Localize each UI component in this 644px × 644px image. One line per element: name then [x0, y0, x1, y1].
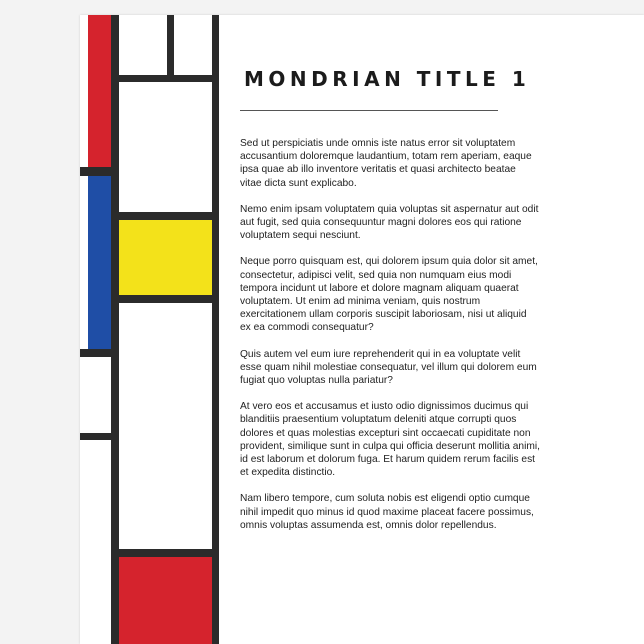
mondrian-line-horizontal-2 [80, 167, 119, 176]
paragraph: Nemo enim ipsam voluptatem quia voluptas sit aspernatur aut odit aut fugit, sed quia consequuntur magni dolores eos qui ratione voluptatem sequi nesciunt. [240, 203, 539, 242]
paragraph: Nam libero tempore, cum soluta nobis est eligendi optio cumque nihil impedit quo minus id quod maxime placeat facere possimus, omnis voluptas assumenda est, omnis dolor repellendus. [240, 493, 534, 531]
mondrian-line-horizontal-4 [119, 295, 212, 303]
flyer-page [80, 15, 644, 644]
paragraph: Quis autem vel eum iure reprehenderit qui in ea voluptate velit esse quam nihil molestiae consequatur, vel illum qui dolorem eum fugiat quo voluptas nulla pariatur? [240, 348, 537, 387]
mondrian-yellow-block [119, 220, 219, 295]
mondrian-line-horizontal-3 [119, 212, 212, 220]
mondrian-red-block-top [88, 15, 111, 167]
mondrian-line-horizontal-6 [80, 433, 119, 440]
body-text [240, 137, 540, 545]
document-title: MONDRIAN TITLE 1 [244, 67, 531, 91]
paragraph: Sed ut perspiciatis unde omnis iste natus error sit voluptatem accusantium doloremque laudantium, totam rem aperiam, eaque ipsa quae ab illo inventore veritatis et quasi architecto beatae vitae dicta sunt explicabo. [240, 138, 532, 189]
mondrian-line-horizontal-5 [80, 349, 119, 357]
paragraph: At vero eos et accusamus et iusto odio dignissimos ducimus qui blanditiis praesentium voluptatum deleniti atque corrupti quos dolores et quas molestias excepturi sint occaecati cupiditate non provident, similique sunt in culpa qui officia deserunt mollitia animi, id est laborum et dolorum fuga. Et harum quidem rerum facilis est et expedita distinctio. [240, 401, 540, 479]
mondrian-red-block-bottom [119, 557, 212, 644]
mondrian-line-horizontal-7 [119, 549, 212, 557]
mondrian-blue-block [88, 176, 111, 349]
mondrian-line-vertical-inner [167, 15, 174, 75]
mondrian-line-vertical-left [111, 15, 119, 644]
mondrian-line-horizontal-1 [119, 75, 212, 82]
title-divider [240, 110, 498, 111]
mondrian-line-vertical-right [212, 15, 219, 644]
paragraph: Neque porro quisquam est, qui dolorem ipsum quia dolor sit amet, consectetur, adipisci velit, sed quia non numquam eius modi tempora incidunt ut labore et dolore magnam aliquam quaerat voluptatem. Ut enim ad minima veniam, quis nostrum exercitationem ullam corporis suscipit laboriosam, nisi ut aliquid ex ea commodi consequatur? [240, 256, 538, 334]
